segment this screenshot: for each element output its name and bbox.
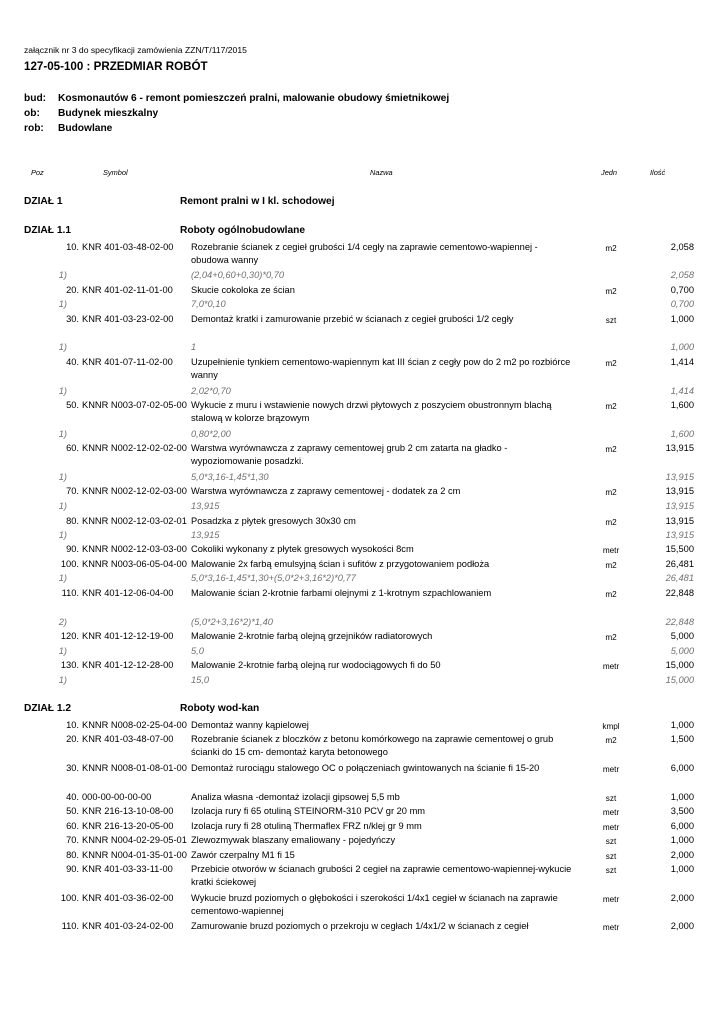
item-nazwa: Warstwa wyrównawcza z zaprawy cementowej grub 2 cm zatarta na gładko - wypoziomowanie posadzki. bbox=[191, 443, 508, 466]
calc-poz: 1) bbox=[58, 646, 67, 656]
calc-formula: 15,0 bbox=[191, 675, 210, 685]
info-value: Budynek mieszkalny bbox=[58, 108, 159, 119]
item-jedn: metr bbox=[602, 662, 620, 671]
item-poz: 30. bbox=[66, 763, 79, 773]
item-symbol: KNNR N004-02-29-05-01 bbox=[82, 835, 187, 845]
item-poz: 10. bbox=[66, 720, 79, 730]
item-jedn: metr bbox=[602, 895, 620, 904]
item-nazwa: Zamurowanie bruzd poziomych o przekroju w cegłach 1/4x1/2 w ścianach z cegieł bbox=[191, 921, 529, 931]
attachment-note: załącznik nr 3 do specyfikacji zamówienia ZZN/T/117/2015 bbox=[24, 45, 247, 55]
item-symbol: KNR 401-03-33-11-00 bbox=[82, 864, 173, 874]
item-symbol: KNNR N004-01-35-01-00 bbox=[82, 850, 187, 860]
item-nazwa: Demontaż rurociągu stalowego OC o połączeniach gwintowanych na ścianie fi 15-20 bbox=[191, 763, 540, 773]
item-nazwa: Analiza własna -demontaż izolacji gipsowej 5,5 mb bbox=[191, 792, 400, 802]
item-nazwa: Rozebranie ścianek z bloczków z betonu komórkowego na zaprawie cementowej o grub ścianki do 15 cm- demontaż karyta betonowego bbox=[191, 734, 554, 757]
calc-formula: 5,0 bbox=[191, 646, 204, 656]
item-symbol: KNNR N002-12-03-03-00 bbox=[82, 544, 187, 554]
section-desc: Remont pralni w I kl. schodowej bbox=[180, 196, 335, 207]
item-poz: 60. bbox=[66, 443, 79, 453]
item-poz: 80. bbox=[66, 516, 79, 526]
item-poz: 90. bbox=[66, 864, 79, 874]
item-jedn: m2 bbox=[605, 633, 617, 642]
calc-formula: 7,0*0,10 bbox=[191, 299, 226, 309]
item-symbol: 000-00-00-00-00 bbox=[82, 792, 152, 802]
item-nazwa: Uzupełnienie tynkiem cementowo-wapiennym kat III ścian z cegły pow do 2 m2 po rozbiórce wanny bbox=[191, 357, 571, 380]
item-symbol: KNNR N002-12-02-03-00 bbox=[82, 486, 187, 496]
item-poz: 80. bbox=[66, 850, 79, 860]
calc-formula: 2,02*0,70 bbox=[191, 386, 231, 396]
item-symbol: KNNR N008-02-25-04-00 bbox=[82, 720, 187, 730]
item-ilosc: 0,700 bbox=[670, 285, 694, 295]
header-jedn: Jedn bbox=[601, 168, 618, 177]
calc-ilosc: 0,700 bbox=[670, 299, 694, 309]
item-symbol: KNNR N008-01-08-01-00 bbox=[82, 763, 187, 773]
item-ilosc: 2,058 bbox=[670, 242, 694, 252]
item-ilosc: 13,915 bbox=[665, 443, 694, 453]
calc-ilosc: 13,915 bbox=[665, 530, 694, 540]
item-ilosc: 1,500 bbox=[670, 734, 694, 744]
item-symbol: KNNR N002-12-02-02-00 bbox=[82, 443, 187, 453]
item-nazwa: Zawór czerpalny M1 fi 15 bbox=[191, 850, 295, 860]
item-symbol: KNNR N003-06-05-04-00 bbox=[82, 559, 187, 569]
calc-ilosc: 2,058 bbox=[670, 270, 694, 280]
calc-poz: 1) bbox=[58, 573, 67, 583]
item-nazwa: Wykucie bruzd poziomych o głębokości i szerokości 1/4x1 cegieł w ścianach na zaprawie cementowo-wapiennej bbox=[191, 893, 558, 916]
item-nazwa: Zlewozmywak blaszany emaliowany - pojedyńczy bbox=[191, 835, 396, 845]
item-poz: 50. bbox=[66, 400, 79, 410]
item-poz: 100. bbox=[60, 893, 79, 903]
item-jedn: metr bbox=[602, 808, 620, 817]
item-poz: 90. bbox=[66, 544, 79, 554]
item-nazwa: Izolacja rury fi 65 otuliną STEINORM-310 PCV gr 20 mm bbox=[191, 806, 426, 816]
info-key: ob: bbox=[24, 108, 40, 119]
item-ilosc: 1,600 bbox=[670, 400, 694, 410]
item-jedn: metr bbox=[602, 546, 620, 555]
item-poz: 120. bbox=[60, 631, 79, 641]
item-ilosc: 1,000 bbox=[670, 314, 694, 324]
calc-formula: 0,80*2,00 bbox=[191, 429, 231, 439]
item-jedn: szt bbox=[605, 866, 617, 875]
calc-poz: 1) bbox=[58, 472, 67, 482]
calc-poz: 1) bbox=[58, 429, 67, 439]
item-symbol: KNNR N002-12-03-02-01 bbox=[82, 516, 187, 526]
item-jedn: m2 bbox=[605, 359, 617, 368]
calc-formula: 5,0*3,16-1,45*1,30+(5,0*2+3,16*2)*0,77 bbox=[191, 573, 356, 583]
header-symbol: Symbol bbox=[103, 168, 128, 177]
item-symbol: KNR 401-03-48-02-00 bbox=[82, 242, 174, 252]
item-nazwa: Warstwa wyrównawcza z zaprawy cementowej - dodatek za 2 cm bbox=[191, 486, 461, 496]
item-symbol: KNR 216-13-20-05-00 bbox=[82, 821, 174, 831]
item-ilosc: 1,000 bbox=[670, 835, 694, 845]
item-jedn: m2 bbox=[605, 445, 617, 454]
item-nazwa: Posadzka z płytek gresowych 30x30 cm bbox=[191, 516, 356, 526]
calc-poz: 1) bbox=[58, 501, 67, 511]
item-ilosc: 2,000 bbox=[670, 850, 694, 860]
info-key: rob: bbox=[24, 123, 44, 134]
item-jedn: metr bbox=[602, 923, 620, 932]
calc-poz: 2) bbox=[58, 617, 67, 627]
calc-ilosc: 13,915 bbox=[665, 501, 694, 511]
header-ilosc: Ilość bbox=[650, 168, 666, 177]
item-symbol: KNR 401-12-12-19-00 bbox=[82, 631, 174, 641]
item-nazwa: Izolacja rury fi 28 otuliną Thermaflex FRZ n/klej gr 9 mm bbox=[191, 821, 422, 831]
item-poz: 30. bbox=[66, 314, 79, 324]
calc-formula: 13,915 bbox=[191, 530, 220, 540]
item-jedn: m2 bbox=[605, 561, 617, 570]
item-nazwa: Rozebranie ścianek z cegieł grubości 1/4 cegły na zaprawie cementowo-wapiennej - obudowa wanny bbox=[191, 242, 538, 265]
item-symbol: KNR 216-13-10-08-00 bbox=[82, 806, 174, 816]
item-nazwa: Skucie cokoloka ze ścian bbox=[191, 285, 295, 295]
item-poz: 10. bbox=[66, 242, 79, 252]
item-symbol: KNR 401-03-48-07-00 bbox=[82, 734, 174, 744]
calc-ilosc: 1,600 bbox=[670, 429, 694, 439]
item-poz: 100. bbox=[60, 559, 79, 569]
item-jedn: szt bbox=[605, 837, 617, 846]
item-jedn: m2 bbox=[605, 488, 617, 497]
item-nazwa: Malowanie 2-krotnie farbą olejną grzejników radiatorowych bbox=[191, 631, 433, 641]
item-poz: 110. bbox=[61, 588, 79, 598]
item-symbol: KNR 401-12-12-28-00 bbox=[82, 660, 174, 670]
item-ilosc: 1,000 bbox=[670, 792, 694, 802]
item-jedn: metr bbox=[602, 765, 620, 774]
section-desc: Roboty ogólnobudowlane bbox=[180, 225, 306, 236]
item-jedn: m2 bbox=[605, 402, 617, 411]
item-poz: 40. bbox=[66, 357, 79, 367]
info-row-rob bbox=[24, 123, 112, 134]
item-nazwa: Cokoliki wykonany z płytek gresowych wysokości 8cm bbox=[191, 544, 414, 554]
item-nazwa: Demontaż kratki i zamurowanie przebić w ścianach z cegieł grubości 1/2 cegły bbox=[191, 314, 514, 324]
item-nazwa: Wykucie z muru i wstawienie nowych drzwi płytowych z poszyciem obustronnym blachą stalową w kolorze brązowym bbox=[191, 400, 552, 423]
item-jedn: kmpl bbox=[602, 722, 620, 731]
calc-formula: 13,915 bbox=[191, 501, 220, 511]
item-ilosc: 1,414 bbox=[670, 357, 694, 367]
item-ilosc: 6,000 bbox=[670, 821, 694, 831]
item-poz: 40. bbox=[66, 792, 79, 802]
calc-ilosc: 26,481 bbox=[665, 573, 694, 583]
calc-formula: 5,0*3,16-1,45*1,30 bbox=[191, 472, 269, 482]
calc-ilosc: 1,000 bbox=[670, 342, 694, 352]
item-jedn: m2 bbox=[605, 518, 617, 527]
item-poz: 50. bbox=[66, 806, 79, 816]
info-row-ob bbox=[24, 108, 158, 119]
item-symbol: KNR 401-03-36-02-00 bbox=[82, 893, 174, 903]
item-symbol: KNR 401-12-06-04-00 bbox=[82, 588, 174, 598]
header-nazwa: Nazwa bbox=[370, 168, 393, 177]
item-ilosc: 6,000 bbox=[670, 763, 694, 773]
item-jedn: m2 bbox=[605, 590, 617, 599]
calc-ilosc: 5,000 bbox=[670, 646, 694, 656]
calc-ilosc: 15,000 bbox=[665, 675, 694, 685]
item-poz: 20. bbox=[66, 734, 79, 744]
section-desc: Roboty wod-kan bbox=[180, 703, 260, 714]
calc-poz: 1) bbox=[58, 342, 67, 352]
item-nazwa: Przebicie otworów w ścianach grubości 2 cegieł na zaprawie cementowo-wapiennej-wykucie kratki ściekowej bbox=[191, 864, 572, 887]
item-poz: 70. bbox=[66, 835, 79, 845]
calc-formula: 1 bbox=[191, 342, 197, 352]
header-poz: Poz bbox=[31, 168, 44, 177]
item-poz: 70. bbox=[66, 486, 79, 496]
item-ilosc: 1,000 bbox=[670, 720, 694, 730]
item-ilosc: 26,481 bbox=[665, 559, 694, 569]
item-ilosc: 22,848 bbox=[665, 588, 694, 598]
calc-ilosc: 22,848 bbox=[665, 617, 694, 627]
item-ilosc: 13,915 bbox=[665, 516, 694, 526]
item-ilosc: 2,000 bbox=[670, 893, 694, 903]
info-value: Budowlane bbox=[58, 123, 113, 134]
info-value: Kosmonautów 6 - remont pomieszczeń pralni, malowanie obudowy śmietnikowej bbox=[58, 93, 450, 104]
item-poz: 130. bbox=[60, 660, 79, 670]
item-symbol: KNR 401-03-24-02-00 bbox=[82, 921, 174, 931]
calc-ilosc: 13,915 bbox=[665, 472, 694, 482]
calc-formula: (2,04+0,60+0,30)*0,70 bbox=[191, 270, 285, 280]
document-title: 127-05-100 : PRZEDMIAR ROBÓT bbox=[24, 60, 208, 73]
calc-ilosc: 1,414 bbox=[670, 386, 694, 396]
item-ilosc: 13,915 bbox=[665, 486, 694, 496]
item-poz: 110. bbox=[61, 921, 79, 931]
item-jedn: m2 bbox=[605, 287, 617, 296]
section-name: DZIAŁ 1.1 bbox=[24, 225, 71, 236]
item-poz: 20. bbox=[66, 285, 79, 295]
item-symbol: KNNR N003-07-02-05-00 bbox=[82, 400, 187, 410]
calc-formula: (5,0*2+3,16*2)*1,40 bbox=[191, 617, 273, 627]
item-nazwa: Malowanie 2x farbą emulsyjną ścian i sufitów z przygotowaniem podłoża bbox=[191, 559, 490, 569]
item-ilosc: 2,000 bbox=[670, 921, 694, 931]
section-name: DZIAŁ 1 bbox=[24, 196, 63, 207]
item-ilosc: 3,500 bbox=[670, 806, 694, 816]
item-ilosc: 1,000 bbox=[670, 864, 694, 874]
calc-poz: 1) bbox=[58, 270, 67, 280]
info-key: bud: bbox=[24, 93, 47, 104]
calc-poz: 1) bbox=[58, 299, 67, 309]
item-nazwa: Demontaż wanny kąpielowej bbox=[191, 720, 309, 730]
item-symbol: KNR 401-03-23-02-00 bbox=[82, 314, 174, 324]
item-nazwa: Malowanie ścian 2-krotnie farbami olejnymi z 1-krotnym szpachlowaniem bbox=[191, 588, 492, 598]
item-jedn: szt bbox=[605, 316, 617, 325]
item-poz: 60. bbox=[66, 821, 79, 831]
item-jedn: m2 bbox=[605, 736, 617, 745]
item-ilosc: 15,000 bbox=[665, 660, 694, 670]
item-symbol: KNR 401-07-11-02-00 bbox=[82, 357, 173, 367]
item-symbol: KNR 401-02-11-01-00 bbox=[82, 285, 173, 295]
item-jedn: szt bbox=[605, 794, 617, 803]
calc-poz: 1) bbox=[58, 675, 67, 685]
section-name: DZIAŁ 1.2 bbox=[24, 703, 71, 714]
item-nazwa: Malowanie 2-krotnie farbą olejną rur wodociągowych fi do 50 bbox=[191, 660, 441, 670]
calc-poz: 1) bbox=[58, 530, 67, 540]
item-jedn: szt bbox=[605, 852, 617, 861]
item-ilosc: 5,000 bbox=[670, 631, 694, 641]
calc-poz: 1) bbox=[58, 386, 67, 396]
item-jedn: metr bbox=[602, 823, 620, 832]
item-ilosc: 15,500 bbox=[665, 544, 694, 554]
item-jedn: m2 bbox=[605, 244, 617, 253]
info-row-bud bbox=[24, 93, 449, 104]
